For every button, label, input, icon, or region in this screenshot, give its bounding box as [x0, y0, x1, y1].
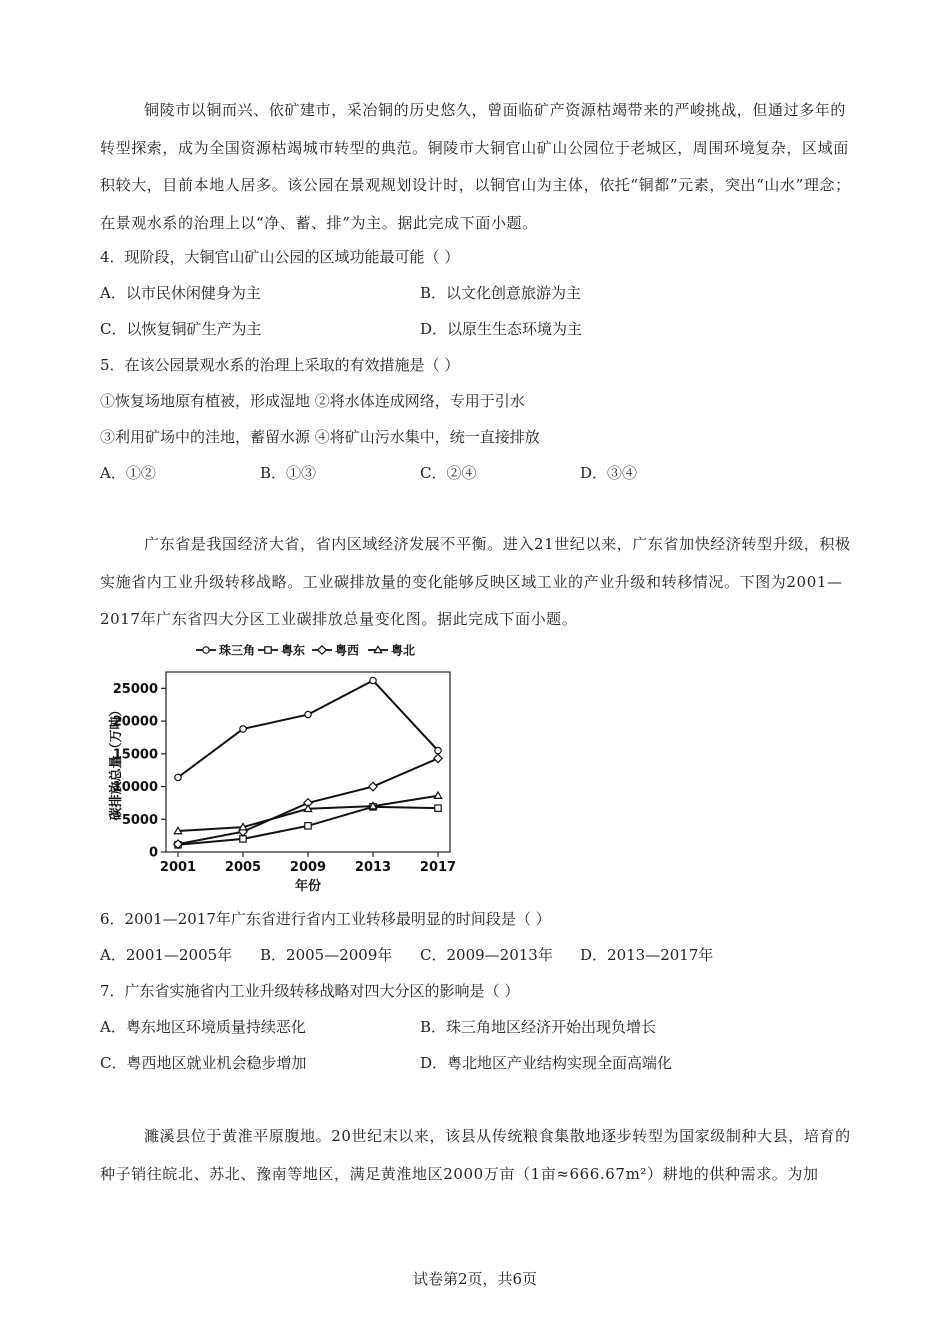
question-4-option-b: B．以文化创意旅游为主 — [420, 284, 582, 302]
question-6-option-b: B．2005—2009年 — [260, 946, 393, 964]
y-tick-label: 15000 — [112, 747, 158, 763]
y-tick-label: 10000 — [112, 780, 158, 796]
question-7-option-b: B．珠三角地区经济开始出现负增长 — [420, 1018, 657, 1036]
series-line-0 — [178, 681, 438, 778]
legend-label: 粤北 — [391, 643, 416, 658]
legend-marker — [265, 647, 271, 653]
legend-marker — [318, 646, 326, 654]
question-6-option-c: C．2009—2013年 — [420, 946, 553, 964]
question-6-option-a: A．2001—2005年 — [100, 946, 233, 964]
data-point-series-0 — [370, 677, 376, 683]
y-tick-label: 0 — [148, 845, 158, 861]
x-tick-label: 2009 — [289, 860, 327, 875]
legend-label: 粤西 — [335, 643, 360, 658]
question-5-option-d: D．③④ — [580, 464, 638, 482]
question-4-stem: 4．现阶段，大铜官山矿山公园的区域功能最可能（ ） — [100, 248, 460, 266]
question-6-stem: 6．2001—2017年广东省进行省内工业转移最明显的时间段是（ ） — [100, 910, 551, 928]
passage-guangdong: 广东省是我国经济大省，省内区域经济发展不平衡。进入21世纪以来，广东省加快经济转型升级，积极实施省内工业升级转移战略。工业碳排放量的变化能够反映区域工业的产业升级和转移情况。下图为2001—2017年广东省四大分区工业碳排放总量变化图。据此完成下面小题。 — [100, 535, 851, 629]
data-point-series-1 — [305, 823, 311, 829]
x-tick-label: 2013 — [354, 860, 392, 875]
question-5-statements-2: ③利用矿场中的洼地，蓄留水源 ④将矿山污水集中，统一直接排放 — [100, 428, 540, 446]
data-point-series-0 — [435, 747, 441, 753]
page-footer: 试卷第2页，共6页 — [412, 1270, 538, 1288]
question-7-option-d: D．粤北地区产业结构实现全面高端化 — [420, 1054, 673, 1072]
legend-label: 粤东 — [281, 643, 306, 658]
question-7-option-a: A．粤东地区环境质量持续恶化 — [100, 1018, 306, 1036]
data-point-series-2 — [369, 782, 377, 790]
x-axis-label: 年份 — [294, 879, 322, 894]
question-5-option-c: C．②④ — [420, 464, 477, 482]
carbon-emission-chart — [100, 638, 470, 894]
y-axis-label: 碳排放总量（万吨） — [109, 703, 124, 821]
question-5-statements-1: ①恢复场地原有植被，形成湿地 ②将水体连成网络，专用于引水 — [100, 392, 525, 410]
data-point-series-0 — [305, 711, 311, 717]
y-tick-label: 20000 — [112, 714, 158, 730]
question-7-stem: 7．广东省实施省内工业升级转移战略对四大分区的影响是（ ） — [100, 982, 520, 1000]
data-point-series-0 — [240, 726, 246, 732]
y-tick-label: 5000 — [121, 812, 158, 828]
legend-label: 珠三角 — [219, 643, 256, 658]
x-tick-label: 2005 — [224, 860, 262, 875]
passage-tongling: 铜陵市以铜而兴、依矿建市，采冶铜的历史悠久，曾面临矿产资源枯竭带来的严峻挑战，但通过多年的转型探索，成为全国资源枯竭城市转型的典范。铜陵市大铜官山矿山公园位于老城区，周围环境复杂，区域面积较大，目前本地人居多。该公园在景观规划设计时，以铜官山为主体，依托“铜都”元素，突出“山水”理念；在景观水系的治理上以“净、蓄、排”为主。据此完成下面小题。 — [100, 101, 851, 232]
x-tick-label: 2001 — [159, 860, 197, 875]
legend-marker — [203, 647, 209, 653]
x-tick-label: 2017 — [419, 860, 457, 875]
data-point-series-1 — [435, 805, 441, 811]
question-5-stem: 5．在该公园景观水系的治理上采取的有效措施是（ ） — [100, 356, 460, 374]
question-5-option-a: A．①② — [100, 464, 156, 482]
question-5-option-b: B．①③ — [260, 464, 317, 482]
y-tick-label: 25000 — [112, 681, 158, 697]
question-6-option-d: D．2013—2017年 — [580, 946, 714, 964]
question-4-option-c: C．以恢复铜矿生产为主 — [100, 320, 262, 338]
data-point-series-0 — [175, 774, 181, 780]
question-4-option-a: A．以市民休闲健身为主 — [100, 284, 261, 302]
question-4-option-d: D．以原生生态环境为主 — [420, 320, 583, 338]
question-7-option-c: C．粤西地区就业机会稳步增加 — [100, 1054, 307, 1072]
passage-suixi: 濉溪县位于黄淮平原腹地。20世纪末以来，该县从传统粮食集散地逐步转型为国家级制种大县，培育的种子销往皖北、苏北、豫南等地区，满足黄淮地区2000万亩（1亩≈666.67m²）耕地的供种需求。为加 — [100, 1127, 851, 1183]
data-point-series-2 — [434, 754, 442, 762]
